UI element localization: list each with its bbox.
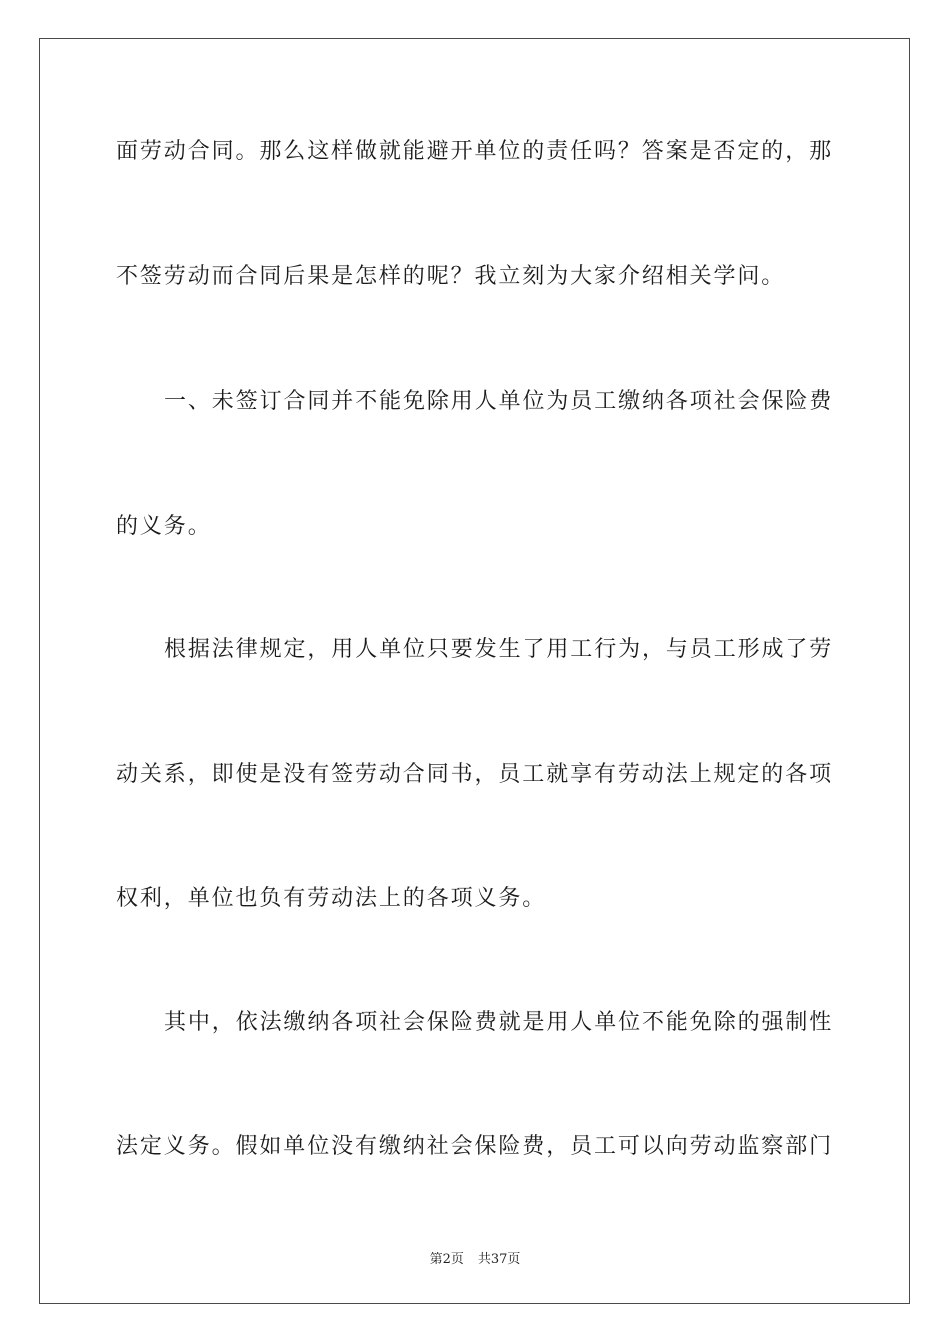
text-line-5: 根据法律规定，用人单位只要发生了用工行为，与员工形成了劳 [164,637,834,662]
text-line-6: 动关系，即使是没有签劳动合同书，员工就享有劳动法上规定的各项 [116,762,834,787]
page-footer [0,1248,950,1267]
text-line-3: 一、未签订合同并不能免除用人单位为员工缴纳各项社会保险费 [164,389,834,414]
text-line-2: 不签劳动而合同后果是怎样的呢？我立刻为大家介绍相关学问。 [116,264,786,289]
text-line-8: 其中，依法缴纳各项社会保险费就是用人单位不能免除的强制性 [164,1010,834,1035]
page-number: 第2页 [429,1252,464,1267]
page-border [39,38,910,1304]
text-line-7: 权利，单位也负有劳动法上的各项义务。 [116,886,547,911]
total-pages: 共37页 [477,1252,521,1267]
text-line-4: 的义务。 [116,514,212,539]
text-line-9: 法定义务。假如单位没有缴纳社会保险费，员工可以向劳动监察部门 [116,1134,834,1159]
text-line-1: 面劳动合同。那么这样做就能避开单位的责任吗？答案是否定的，那 [116,139,834,164]
